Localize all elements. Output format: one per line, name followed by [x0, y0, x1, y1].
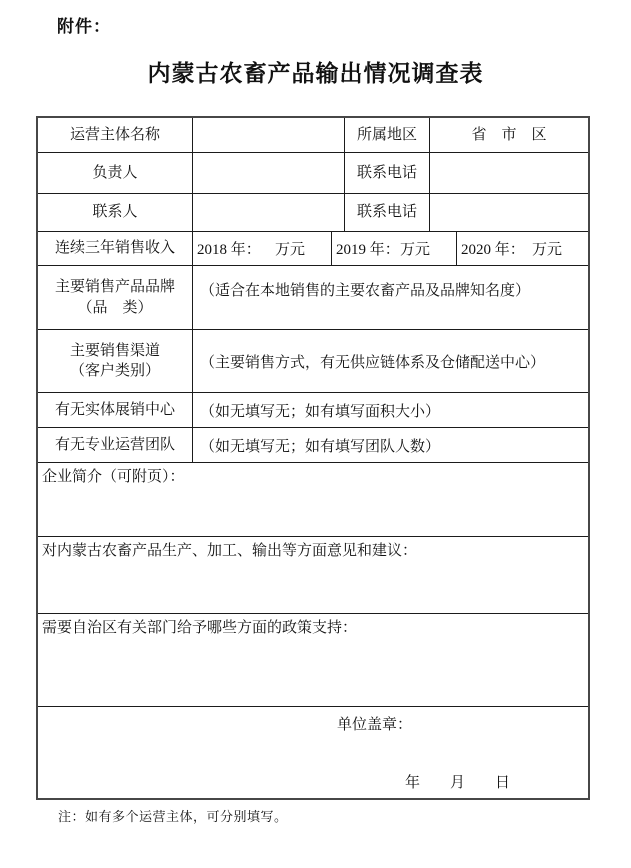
year-2020-label: 2020 年： — [461, 242, 525, 258]
operation-team-label: 有无专业运营团队 — [38, 428, 193, 463]
page-title: 内蒙古农畜产品输出情况调查表 — [147, 60, 484, 86]
table-row — [38, 232, 588, 266]
three-year-revenue-label: 连续三年销售收入 — [38, 232, 193, 266]
hint-text: （主要销售方式，有无供应链体系及仓储配送中心） — [200, 354, 546, 371]
survey-table — [36, 116, 590, 800]
unit-wanyuan-label: 万元 — [274, 242, 305, 258]
main-product-brand-label — [38, 266, 193, 330]
revenue-2020-cell — [457, 232, 588, 266]
table-row — [38, 707, 588, 800]
unit-wanyuan-label: 万元 — [531, 242, 562, 258]
sales-channel-line2: （客户类别） — [69, 363, 160, 379]
phone-label: 联系电话 — [345, 153, 430, 194]
year-2019-label: 2019 年： — [336, 242, 400, 258]
hint-text: （适合在本地销售的主要农畜产品及品牌知名度） — [200, 283, 531, 299]
policy-support-cell: 需要自治区有关部门给予哪些方面的政策支持： — [38, 614, 588, 707]
main-product-brand-line1: 主要销售产品品牌 — [54, 279, 175, 296]
sales-channel-hint — [193, 330, 588, 393]
phone-field — [430, 153, 588, 194]
contact-phone-label: 联系电话 — [345, 194, 430, 232]
revenue-2018-cell — [193, 232, 332, 266]
table-row — [38, 266, 588, 330]
footnote: 注：如有多个运营主体，可分别填写。 — [58, 809, 288, 824]
table-row — [38, 463, 588, 537]
hint-text: （如无填写无；如有填写面积大小） — [200, 403, 441, 420]
main-product-brand-hint — [193, 266, 588, 330]
entity-name-field — [193, 118, 345, 153]
exhibition-center-label: 有无实体展销中心 — [38, 393, 193, 428]
contact-person-label: 联系人 — [38, 194, 193, 232]
hint-text: （如无填写无；如有填写团队人数） — [200, 438, 441, 455]
region-label: 所属地区 — [345, 118, 430, 153]
entity-name-label: 运营主体名称 — [38, 118, 193, 153]
contact-person-field — [193, 194, 345, 232]
contact-phone-field — [430, 194, 588, 232]
company-profile-cell: 企业简介（可附页）： — [38, 463, 588, 537]
table-row — [38, 614, 588, 707]
opinions-suggestions-cell: 对内蒙古农畜产品生产、加工、输出等方面意见和建议： — [38, 537, 588, 614]
year-2018-label: 2018 年： — [197, 242, 261, 258]
attachment-label: 附件： — [57, 17, 111, 36]
person-in-charge-label: 负责人 — [38, 153, 193, 194]
table-row — [38, 393, 588, 428]
revenue-2019-cell — [332, 232, 457, 266]
region-value: 省 市 区 — [430, 118, 588, 153]
table-row — [38, 537, 588, 614]
table-row — [38, 153, 588, 194]
sales-channel-line1: 主要销售渠道 — [69, 342, 160, 359]
exhibition-center-hint — [193, 393, 588, 428]
signature-cell — [38, 707, 588, 800]
sales-channel-label — [38, 330, 193, 393]
unit-wanyuan-label: 万元 — [399, 242, 430, 258]
person-in-charge-field — [193, 153, 345, 194]
table-row — [38, 428, 588, 463]
main-product-brand-line2: （品 类） — [77, 299, 153, 316]
unit-seal-label: 单位盖章： — [337, 717, 413, 733]
operation-team-hint — [193, 428, 588, 463]
table-row — [38, 330, 588, 393]
table-row — [38, 118, 588, 153]
table-row — [38, 194, 588, 232]
date-label: 年 月 日 — [405, 775, 511, 791]
